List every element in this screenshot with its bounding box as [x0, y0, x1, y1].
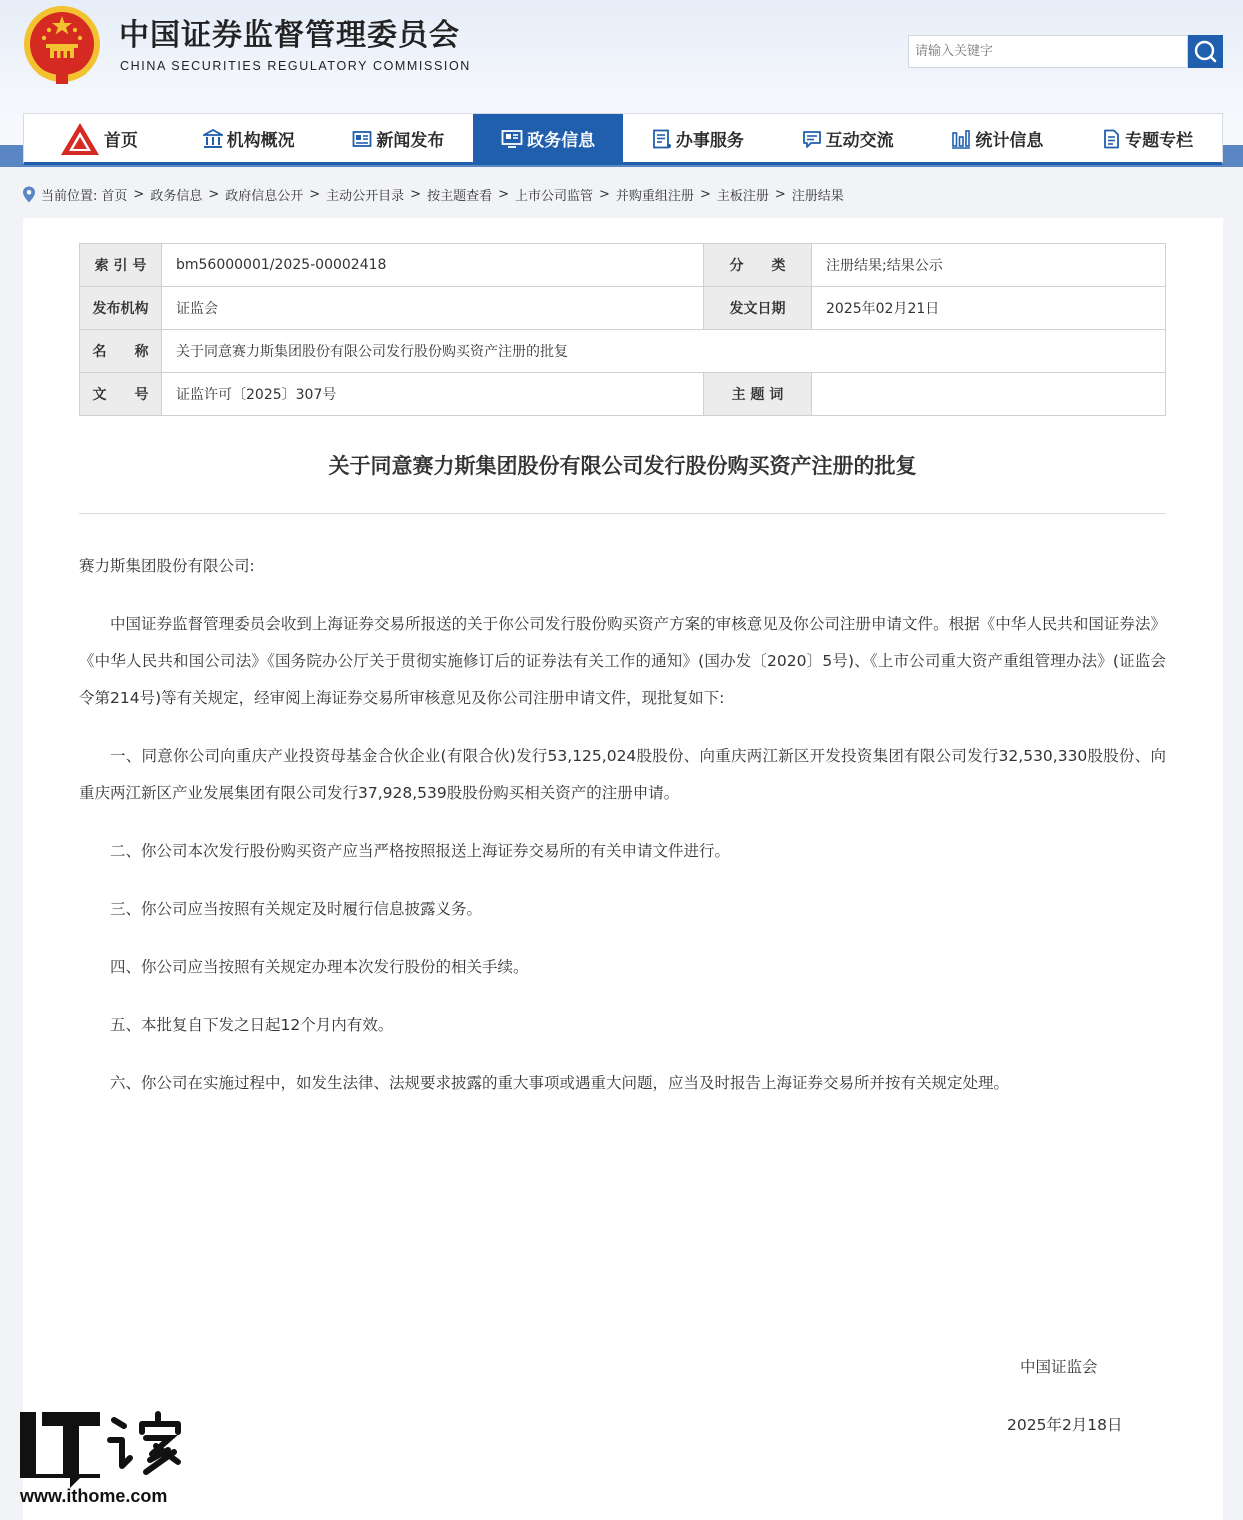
nav-item-label: 互动交流 [825, 131, 894, 151]
breadcrumb-separator: > [309, 186, 321, 202]
nav-item-news[interactable] [324, 114, 474, 163]
meta-row [80, 287, 1166, 330]
nav-item-home[interactable] [24, 114, 174, 163]
publisher-label: 发布机构 [80, 287, 162, 330]
category-value: 注册结果;结果公示 [812, 244, 1166, 287]
body-paragraph: 四、你公司应当按照有关规定办理本次发行股份的相关手续。 [110, 958, 529, 976]
chat-icon [802, 129, 822, 149]
index-value: bm56000001/2025-00002418 [162, 244, 704, 287]
nav-item-label: 办事服务 [675, 131, 744, 151]
body-paragraph: 六、你公司在实施过程中，如发生法律、法规要求披露的重大事项或遇重大问题，应当及时报告上海证券交易所并按有关规定处理。 [110, 1074, 1010, 1092]
breadcrumb-item[interactable]: 主板注册 [716, 188, 769, 204]
body-paragraph: 一、同意你公司向重庆产业投资母基金合伙企业(有限合伙)发行53,125,024股股份、向重庆两江新区开发投资集团有限公司发行32,530,330股股份、向重庆两江新区产业发展集团有限公司发行37,928,539股股份购买相关资产的注册申请。 [79, 747, 1166, 802]
nav-item-interaction[interactable] [773, 114, 923, 163]
main-nav [23, 113, 1223, 165]
name-label: 名 称 [80, 330, 162, 373]
document-list-icon [652, 129, 672, 149]
addressee: 赛力斯集团股份有限公司: [79, 557, 255, 575]
keywords-value [812, 373, 1166, 416]
breadcrumb-item[interactable]: 上市公司监管 [515, 188, 594, 204]
watermark-url: www.ithome.com [20, 1486, 168, 1506]
search-icon [1188, 35, 1223, 68]
breadcrumb-separator: > [498, 186, 509, 202]
nav-item-special[interactable] [1072, 114, 1222, 163]
category-label: 分 类 [704, 244, 812, 287]
breadcrumb-separator: > [699, 186, 711, 202]
breadcrumb-item[interactable]: 政府信息公开 [225, 188, 304, 204]
nav-item-label: 政务信息 [527, 131, 596, 151]
search-button[interactable] [1188, 35, 1223, 68]
breadcrumb-separator: > [410, 186, 422, 202]
document-body [79, 548, 1166, 1123]
breadcrumb-item[interactable]: 主动公开目录 [326, 188, 405, 204]
nav-item-label: 专题专栏 [1125, 131, 1194, 151]
index-label: 索 引 号 [80, 244, 162, 287]
body-paragraph: 三、你公司应当按照有关规定及时履行信息披露义务。 [110, 900, 483, 918]
document-title: 关于同意赛力斯集团股份有限公司发行股份购买资产注册的批复 [328, 454, 917, 478]
breadcrumb-separator: > [208, 186, 220, 202]
monitor-icon [501, 129, 523, 149]
keywords-label: 主 题 词 [704, 373, 812, 416]
nav-item-label: 统计信息 [975, 131, 1044, 151]
search-input[interactable] [908, 35, 1188, 68]
building-icon [203, 129, 223, 149]
publisher-value: 证监会 [162, 287, 704, 330]
breadcrumb-prefix: 当前位置: [41, 188, 98, 204]
meta-row [80, 373, 1166, 416]
sign-date: 2025年2月18日 [1007, 1416, 1123, 1434]
body-paragraph: 五、本批复自下发之日起12个月内有效。 [110, 1016, 394, 1034]
nav-item-label: 机构概况 [226, 131, 295, 151]
nav-item-about[interactable] [174, 114, 324, 163]
breadcrumb-separator: > [133, 186, 145, 202]
national-emblem-icon [22, 4, 102, 86]
document-meta-table [79, 243, 1166, 416]
article-panel [23, 218, 1223, 1520]
file-icon [1101, 129, 1121, 149]
site-subtitle: CHINA SECURITIES REGULATORY COMMISSION [120, 59, 471, 73]
breadcrumb-separator: > [599, 186, 610, 202]
bar-chart-icon [951, 129, 971, 149]
nav-item-label: 新闻发布 [376, 131, 445, 151]
breadcrumb-home[interactable]: 首页 [101, 188, 128, 204]
name-value: 关于同意赛力斯集团股份有限公司发行股份购买资产注册的批复 [162, 330, 1166, 373]
nav-item-statistics[interactable] [923, 114, 1073, 163]
breadcrumb-separator: > [774, 186, 786, 202]
site-title: 中国证券监督管理委员会 [119, 18, 460, 53]
news-icon [352, 129, 372, 149]
location-pin-icon [22, 186, 36, 203]
breadcrumb-item[interactable]: 并购重组注册 [615, 188, 694, 204]
meta-row [80, 244, 1166, 287]
breadcrumb-item[interactable]: 政务信息 [150, 188, 203, 204]
breadcrumb [22, 184, 844, 204]
nav-item-services[interactable] [623, 114, 773, 163]
signature: 中国证监会 [1020, 1358, 1098, 1376]
meta-row [80, 330, 1166, 373]
body-paragraph: 二、你公司本次发行股份购买资产应当严格按照报送上海证券交易所的有关申请文件进行。 [110, 842, 731, 860]
breadcrumb-item-current[interactable]: 注册结果 [791, 188, 844, 204]
date-value: 2025年02月21日 [812, 287, 1166, 330]
date-label: 发文日期 [704, 287, 812, 330]
docno-label: 文 号 [80, 373, 162, 416]
nav-item-label: 首页 [103, 131, 138, 151]
csrc-logo-icon [60, 122, 100, 156]
nav-item-gov-info[interactable] [473, 114, 623, 163]
title-divider [79, 513, 1166, 514]
body-paragraph: 中国证券监督管理委员会收到上海证券交易所报送的关于你公司发行股份购买资产方案的审核意见及你公司注册申请文件。根据《中华人民共和国证券法》《中华人民共和国公司法》《国务院办公厅关于贯彻实施修订后的证券法有关工作的通知》(国办发〔2020〕5号)、《上市公司重大资产重组管理办法》(证监会令第214号)等有关规定，经审阅上海证券交易所审核意见及你公司注册申请文件，现批复如下: [79, 615, 1166, 707]
breadcrumb-item[interactable]: 按主题查看 [427, 188, 493, 204]
docno-value: 证监许可〔2025〕307号 [162, 373, 704, 416]
